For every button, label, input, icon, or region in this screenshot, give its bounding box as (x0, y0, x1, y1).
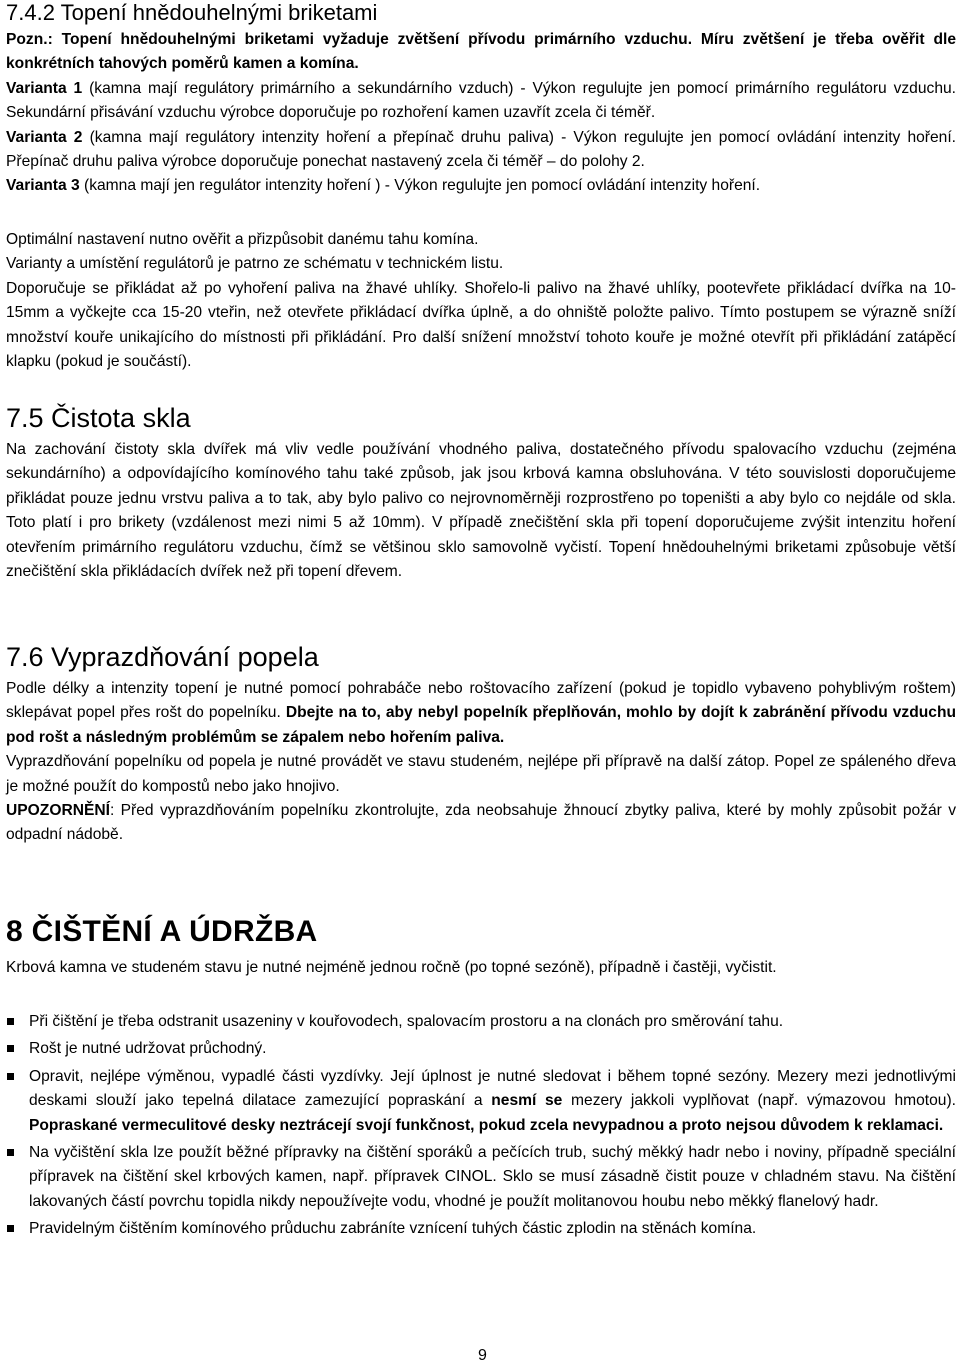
list-item (6, 1010, 956, 1034)
note-paragraph (6, 28, 956, 77)
loading-fuel-paragraph: Doporučuje se přikládat až po vyhoření paliva na žhavé uhlíky. Shořelo-li palivo na žhavé uhlíky, pootevřete přikládací dvířka na 10-15mm a vyčkejte cca 15-20 vteřin, než otevřete přikládací dvířka úplně, a do ohniště položte palivo. Tímto postupem se výrazně sníží množství kouře unikajícího do místnosti při přikládání. Pro další snížení množství tohoto kouře je možné otevřít při přikládání zatápěcí klapku (pokud je součástí). (6, 279, 956, 371)
variant-2-label: Varianta 2 (6, 128, 83, 146)
list-item-bold-text: nesmí se (491, 1092, 563, 1110)
ash-removal-paragraph (6, 677, 956, 750)
variant-3-label: Varianta 3 (6, 177, 80, 195)
page-number: 9 (478, 1347, 487, 1364)
warning-paragraph (6, 799, 956, 848)
glass-cleanliness-paragraph: Na zachování čistoty skla dvířek má vliv vedle používání vhodného paliva, dostatečného přívodu spalovacího vzduchu (zejména sekundárního) a odpovídajícího komínového tahu také způsob, jak jsou krbová kamna obsluhována. V této souvislosti doporučujeme přikládat pouze jednu vrstvu paliva a to tak, aby bylo palivo co nejrovnoměrněji rozprostřeno po topeništi a aby bylo co nejdále od skla. Toto platí i pro brikety (vzdálenost mezi nimi 5 až 10mm). V případě znečištění skla při topení doporučujeme zvýšit intenzitu hoření otevřením primárního regulátoru vzduchu, čímž se většinou sklo samovolně vyčistí. Topení hnědouhelnými briketami způsobuje větší znečištění skla přikládacích dvířek než při topení dřevem. (6, 441, 956, 581)
bullet-square-icon (7, 1225, 14, 1232)
list-item-text: Pravidelným čištěním komínového průduchu zabráníte vznícení tuhých částic zplodin na stěnách komína. (29, 1220, 757, 1238)
variant-1-text: (kamna mají regulátory primárního a sekundárního vzduch) - Výkon regulujte jen pomocí primárního regulátoru vzduchu. Sekundární přisávání vzduchu výrobce doporučuje po rozhoření kamen uzavřít zcela či téměř. (6, 79, 956, 122)
list-item-text: mezery jakkoli vyplňovat (např. výmazovou hmotou). (562, 1092, 957, 1110)
section-7-6-body (6, 677, 956, 848)
bullet-square-icon (7, 1073, 14, 1080)
ash-removal-text: Podle délky a intenzity topení je nutné pomocí pohrabáče nebo roštovacího zařízení (pokud je topidlo vybaveno pohyblivým roštem) sklepávat popel přes rošt do popelníku. (6, 680, 956, 722)
list-item-text: Při čištění je třeba odstranit usazeniny v kouřovodech, spalovacím prostoru a na clonách pro směrování tahu. (29, 1013, 784, 1030)
chapter-8-title: 8 ČIŠTĚNÍ A ÚDRŽBA (6, 915, 318, 948)
section-7-4-2-notes (6, 228, 956, 374)
list-item-text: Rošt je nutné udržovat průchodný. (29, 1040, 267, 1058)
optimal-setting-paragraph: Optimální nastavení nutno ověřit a přizpůsobit danému tahu komína. (6, 231, 479, 248)
list-item-text: Na vyčištění skla lze použít běžné přípravky na čištění sporáků a pečících trub, suchý měkký hadr nebo i noviny, případně speciální přípravek na čištění skel krbových kamen, např. přípravek CINOL. Sklo se musí zásadně čistit pouze v chladném stavu. Na čištění lakovaných částí povrchu topidla nikdy nepoužívejte vodu, vhodné je použít molitanovou houbu nebo měkký flanelový hadr. (29, 1144, 956, 1210)
ash-emptying-paragraph: Vyprazdňování popelníku od popela je nutné provádět ve stavu studeném, nejlépe při přípravě na další zátop. Popel ze spáleného dřeva je možné použít do kompostů nebo jako hnojivo. (6, 753, 956, 795)
note-label: Pozn. (6, 31, 48, 48)
section-7-5-body (6, 438, 956, 584)
list-item (6, 1037, 956, 1061)
chapter-8-intro (6, 956, 956, 980)
variants-schema-paragraph: Varianty a umístění regulátorů je patrno ze schématu v technickém listu. (6, 255, 504, 273)
section-7-5-title: 7.5 Čistota skla (6, 403, 191, 433)
bullet-square-icon (7, 1045, 14, 1052)
warning-text: : Před vyprazdňováním popelníku zkontrolujte, zda neobsahuje žhnoucí zbytky paliva, které by mohly způsobit požár v odpadní nádobě. (6, 802, 956, 844)
variant-1-paragraph (6, 77, 956, 126)
note-text: : Topení hnědouhelnými briketami vyžaduje zvětšení přívodu primárního vzduchu. Míru zvětšení je třeba ověřit dle konkrétních tahových poměrů kamen a komína. (6, 31, 956, 73)
chapter-8-intro-paragraph: Krbová kamna ve studeném stavu je nutné nejméně jednou ročně (po topné sezóně), případně i častěji, vyčistit. (6, 959, 777, 976)
list-item (6, 1141, 956, 1214)
warning-label: UPOZORNĚNÍ (6, 802, 110, 820)
bullet-square-icon (7, 1149, 14, 1156)
section-7-4-2-title: 7.4.2 Topení hnědouhelnými briketami (6, 0, 378, 25)
ash-removal-bold-text: Dbejte na to, aby nebyl popelník přeplňován, mohlo by dojít k zabránění přívodu vzduchu pod rošt a následným problémům se zápalem nebo hořením paliva. (6, 704, 956, 746)
section-7-6-title: 7.6 Vyprazdňování popela (6, 642, 319, 672)
bullet-square-icon (7, 1018, 14, 1025)
variant-3-text: (kamna mají jen regulátor intenzity hoření ) - Výkon regulujte jen pomocí ovládání intenzity hoření. (79, 177, 761, 195)
list-item (6, 1217, 956, 1241)
list-item (6, 1065, 956, 1138)
variant-1-label: Varianta 1 (6, 79, 83, 97)
list-item-bold-text: Popraskané vermeculitové desky neztrácejí svojí funkčnost, pokud zcela nevypadnou a proto nejsou důvodem k reklamaci. (29, 1116, 944, 1134)
variant-2-paragraph (6, 126, 956, 175)
section-7-4-2-body (6, 28, 956, 199)
variant-2-text: (kamna mají regulátory intenzity hoření a přepínač druhu paliva) - Výkon regulujte jen pomocí ovládání intenzity hoření. Přepínač druhu paliva výrobce doporučuje ponechat nastavený zcela či téměř – do polohy 2. (6, 128, 956, 171)
list-item-text: Opravit, nejlépe výměnou, vypadlé části vyzdívky. Její úplnost je nutné sledovat i během topné sezóny. Mezery mezi jednotlivými deskami slouží jako tepelná dilatace zamezující popraskání a (29, 1067, 956, 1110)
variant-3-paragraph (6, 174, 956, 198)
maintenance-list (6, 1010, 956, 1245)
